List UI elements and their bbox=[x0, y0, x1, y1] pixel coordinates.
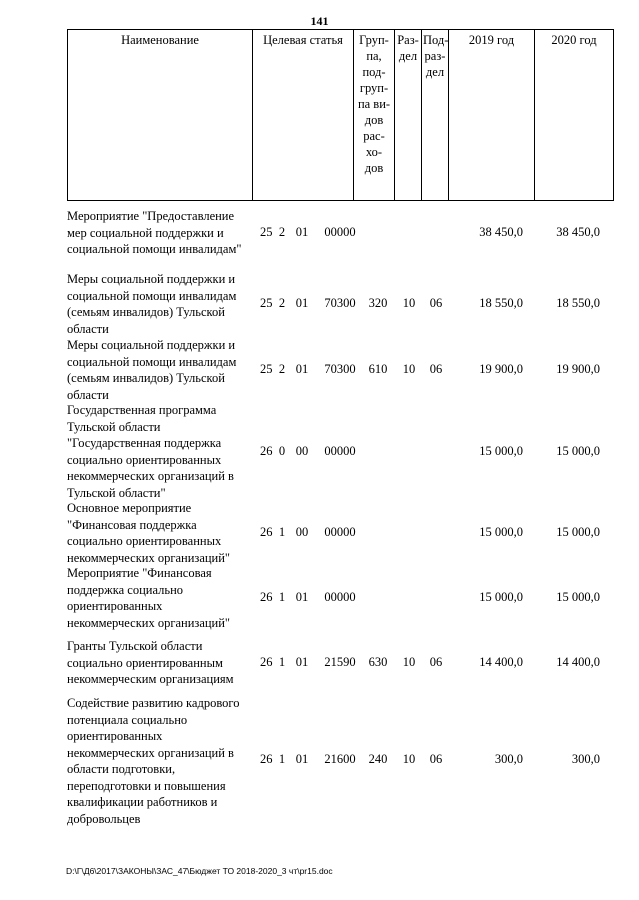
row-code-event: 00 bbox=[295, 525, 309, 539]
row-amount-2020: 300,0 bbox=[571, 752, 600, 766]
row-section: 10 bbox=[402, 752, 416, 766]
row-amount-2020: 18 550,0 bbox=[556, 296, 600, 310]
row-code-direction: 70300 bbox=[324, 296, 356, 310]
row-code-subprogram: 0 bbox=[278, 444, 286, 458]
row-amount-2020: 14 400,0 bbox=[556, 655, 600, 669]
header-subsection: Под- раз- дел bbox=[422, 30, 449, 201]
row-code-direction: 00000 bbox=[324, 444, 356, 458]
row-code-subprogram: 1 bbox=[278, 525, 286, 539]
row-name: Государственная программа Тульской области "Государственная поддержка социально ориентированных некоммерческих организаций в Тульской области" bbox=[67, 403, 234, 500]
table-header bbox=[67, 29, 614, 201]
header-expense-group: Груп- па, под- груп- па ви- дов рас- хо- дов bbox=[354, 30, 395, 201]
file-path-footer: D:\Г\Д6\2017\ЗАКОНЫ\ЗАС_47\Бюджет ТО 2018-2020_3 чт\pr15.doc bbox=[66, 866, 333, 876]
row-name: Мероприятие "Предоставление мер социальной поддержки и социальной помощи инвалидам" bbox=[67, 209, 242, 256]
row-amount-2019: 300,0 bbox=[494, 752, 523, 766]
row-code-subprogram: 2 bbox=[278, 296, 286, 310]
row-code-program: 25 bbox=[260, 296, 273, 310]
row-code-event: 01 bbox=[295, 296, 309, 310]
row-name: Меры социальной поддержки и социальной помощи инвалидам (семьям инвалидов) Тульской области bbox=[67, 272, 237, 336]
row-amount-2020: 38 450,0 bbox=[556, 225, 600, 239]
row-code-event: 00 bbox=[295, 444, 309, 458]
row-code-subprogram: 1 bbox=[278, 752, 286, 766]
row-amount-2020: 15 000,0 bbox=[556, 590, 600, 604]
row-code-program: 26 bbox=[260, 655, 273, 669]
row-code-program: 26 bbox=[260, 525, 273, 539]
row-name: Содействие развитию кадрового потенциала социально ориентированных некоммерческих организаций в области подготовки, переподготовки и повышения квалификации работников и добровольцев bbox=[67, 696, 240, 826]
row-amount-2020: 19 900,0 bbox=[556, 362, 600, 376]
row-amount-2019: 15 000,0 bbox=[479, 525, 523, 539]
row-code-program: 26 bbox=[260, 752, 273, 766]
header-section: Раз- дел bbox=[395, 30, 422, 201]
row-subsection: 06 bbox=[429, 362, 443, 376]
row-amount-2019: 19 900,0 bbox=[479, 362, 523, 376]
header-target-article: Целевая статья bbox=[253, 30, 354, 201]
row-code-subprogram: 2 bbox=[278, 225, 286, 239]
row-expense-group: 610 bbox=[368, 362, 388, 376]
row-subsection: 06 bbox=[429, 296, 443, 310]
header-year-2020: 2020 год bbox=[535, 30, 614, 201]
row-amount-2020: 15 000,0 bbox=[556, 444, 600, 458]
row-amount-2019: 15 000,0 bbox=[479, 444, 523, 458]
row-code-program: 26 bbox=[260, 590, 273, 604]
row-code-direction: 00000 bbox=[324, 590, 356, 604]
row-code-event: 01 bbox=[295, 590, 309, 604]
row-name: Основное мероприятие "Финансовая поддержка социально ориентированных некоммерческих организаций" bbox=[67, 501, 231, 565]
row-amount-2019: 38 450,0 bbox=[479, 225, 523, 239]
row-amount-2019: 14 400,0 bbox=[479, 655, 523, 669]
row-name: Меры социальной поддержки и социальной помощи инвалидам (семьям инвалидов) Тульской области bbox=[67, 338, 237, 402]
row-code-direction: 70300 bbox=[324, 362, 356, 376]
row-subsection: 06 bbox=[429, 655, 443, 669]
row-code-subprogram: 2 bbox=[278, 362, 286, 376]
row-expense-group: 630 bbox=[368, 655, 388, 669]
row-code-direction: 00000 bbox=[324, 525, 356, 539]
row-code-event: 01 bbox=[295, 225, 309, 239]
row-code-program: 26 bbox=[260, 444, 273, 458]
row-code-subprogram: 1 bbox=[278, 590, 286, 604]
header-year-2019: 2019 год bbox=[449, 30, 535, 201]
row-code-direction: 21600 bbox=[324, 752, 356, 766]
row-code-event: 01 bbox=[295, 752, 309, 766]
row-expense-group: 240 bbox=[368, 752, 388, 766]
row-amount-2020: 15 000,0 bbox=[556, 525, 600, 539]
row-code-program: 25 bbox=[260, 225, 273, 239]
row-section: 10 bbox=[402, 362, 416, 376]
row-subsection: 06 bbox=[429, 752, 443, 766]
row-name: Гранты Тульской области социально ориентированным некоммерческим организациям bbox=[67, 639, 234, 686]
row-amount-2019: 15 000,0 bbox=[479, 590, 523, 604]
row-code-direction: 21590 bbox=[324, 655, 356, 669]
row-code-event: 01 bbox=[295, 655, 309, 669]
row-expense-group: 320 bbox=[368, 296, 388, 310]
row-amount-2019: 18 550,0 bbox=[479, 296, 523, 310]
row-code-subprogram: 1 bbox=[278, 655, 286, 669]
row-code-direction: 00000 bbox=[324, 225, 356, 239]
page-number: 141 bbox=[310, 14, 329, 28]
row-section: 10 bbox=[402, 296, 416, 310]
row-name: Мероприятие "Финансовая поддержка социально ориентированных некоммерческих организаций" bbox=[67, 566, 231, 630]
row-code-program: 25 bbox=[260, 362, 273, 376]
header-name: Наименование bbox=[68, 30, 253, 201]
row-section: 10 bbox=[402, 655, 416, 669]
row-code-event: 01 bbox=[295, 362, 309, 376]
